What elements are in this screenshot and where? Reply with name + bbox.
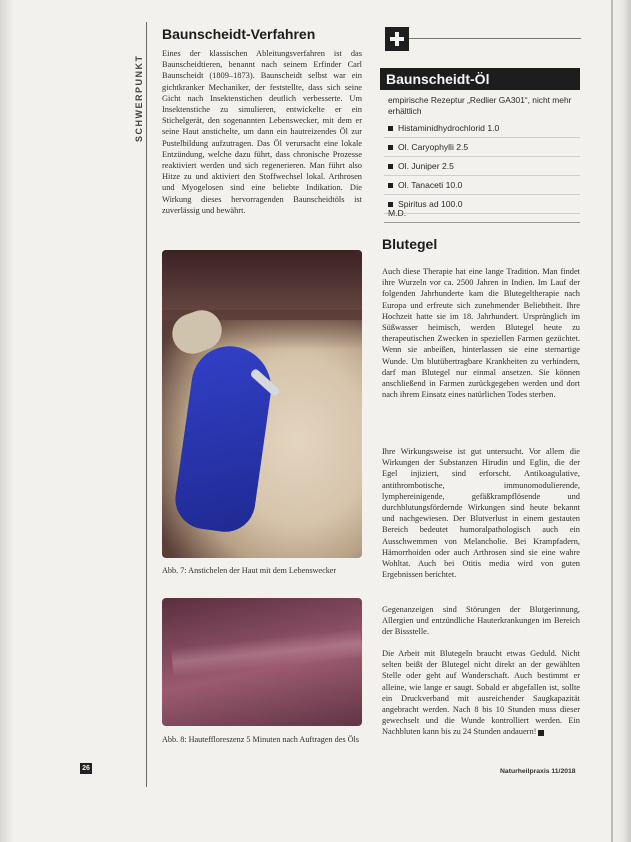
header-rule <box>409 38 581 39</box>
list-item: Histaminidhydrochlorid 1.0 <box>384 119 580 138</box>
page-left-shadow <box>0 0 14 842</box>
page-footer: Naturheilpraxis 11/2018 <box>500 768 576 775</box>
section-title: Baunscheidt-Verfahren <box>162 26 316 42</box>
blutegel-paragraph-4: Die Arbeit mit Blutegeln braucht etwas Geduld. Nicht selten beißt der Blutegel nicht direkt an der gewählten Stelle oder geht auf Wanderschaft. Auch bestimmt er alleine, wie lange er saugt. Sobald er abgefallen ist, sollte ein Druckverband mit ausreichender Saugkapazität angebracht werden. Nach 8 bis 10 Stunden muss dieser gewechselt und die Wunde kontrolliert werden. Ein Nachbluten kann bis zu 24 Stunden andauern! <box>382 649 580 737</box>
intro-paragraph: Eines der klassischen Ableitungsverfahren ist das Baunscheidtieren, benannt nach seinem Erfinder Carl Baunscheidt (1809–1873). Baunscheidt selbst war ein gichtkranker Mechaniker, der feststellte, dass sich seine Gicht nach Insektenstichen deutlich verbesserte. Um Insektenstiche zu simulieren, entwickelte er ein Stichelgerät, den sogenannten Lebenswecker, mit dem er seine Haut anstichelte, um dann ein hautreizendes Öl zur Pustelbildung aufzutragen. Das Öl verursacht eine lokale Entzündung, welche dazu führt, dass chronische Prozesse reaktiviert werden und sich regenerieren. Man führt also Hitze zu und aktiviert den Stoffwechsel lokal. Arthrosen und Myogelosen sind eine beliebte Indikation. Die Wirkung dieses hervorragenden Baunscheidtöls ist zuverlässig und bewährt. <box>162 49 362 215</box>
page-number: 26 <box>80 763 92 774</box>
figure-caption-8: Abb. 8: Hauteffloreszenz 5 Minuten nach Auftragen des Öls <box>162 735 359 744</box>
bullet-icon <box>388 126 393 131</box>
recipe-ingredient-list <box>384 119 580 214</box>
bullet-icon <box>388 145 393 150</box>
end-mark-icon <box>538 730 544 736</box>
section-side-label: SCHWERPUNKT <box>134 54 144 142</box>
blutegel-paragraph-3: Gegenanzeigen sind Störungen der Blutgerinnung, Allergien und entzündliche Hauterkrankungen im Bereich der Bissstelle. <box>382 605 580 637</box>
bullet-icon <box>388 202 393 207</box>
photo-lebenswecker <box>162 250 362 558</box>
list-item: Spiritus ad 100.0 <box>384 195 580 214</box>
page-right-edge <box>611 0 613 842</box>
blutegel-paragraph-1: Auch diese Therapie hat eine lange Tradition. Man findet ihre Wurzeln vor ca. 2500 Jahren in Indien. Im Lauf der folgenden Jahrhunderte kam die Blutegeltherapie nach Europa und erfreute sich zunehmender Beliebtheit. Ihre Hochzeit hatte sie im 18. Jahrhundert. Ursprünglich im Süßwasser heimisch, werden Blutegel heute zu therapeutischen Zwecken in speziellen Farmen gezüchtet. Wenn sie anbeißen, hinterlassen sie eine sternartige Wunde. Um blutübertragbare Krankheiten zu verhindern, darf man Blutegel nur einmal ansetzen. Sie können anschließend in Farmen zurückgegeben werden und dort nach ihrem Einsatz eines natürlichen Todes sterben. <box>382 267 580 400</box>
photo-skin-efflorescence <box>162 598 362 726</box>
gloved-hand <box>172 341 277 535</box>
recipe-title: Baunscheidt-Öl <box>380 68 580 90</box>
list-item: Ol. Juniper 2.5 <box>384 157 580 176</box>
blutegel-paragraph-2: Ihre Wirkungsweise ist gut untersucht. Vor allem die Wirkungen der Substanzen Hirudin und Eglin, die der Egel injiziert, sind erforscht. Antikoagulative, antithrombotische, immunomodulierende, lymphereinigende, gefäßkrampflösende und durchblutungsfördernde Wirkungen sind heute bekannt und nachgewiesen. Der Blutverlust in einem gestauten Bereich bedeutet humoralpathologisch auch ein Ausschwemmen von Melancholie. Bei Krampfadern, Hämorrhoiden oder auch Arthrosen sind sie eine wahre Wohltat. Auch bei Otitis media wird von guten Ergebnissen berichtet. <box>382 447 580 580</box>
list-item: Ol. Tanaceti 10.0 <box>384 176 580 195</box>
recipe-intro: empirische Rezeptur „Redlier GA301“, nicht mehr erhältlich <box>388 95 572 116</box>
recipe-md: M.D. <box>388 208 407 218</box>
list-item: Ol. Caryophylli 2.5 <box>384 138 580 157</box>
bullet-icon <box>388 164 393 169</box>
recipe-rule <box>384 222 580 223</box>
plus-icon <box>385 27 409 51</box>
column-divider <box>146 22 147 787</box>
blutegel-title: Blutegel <box>382 236 438 252</box>
figure-caption-7: Abb. 7: Anstichelen der Haut mit dem Lebenswecker <box>162 566 337 575</box>
bullet-icon <box>388 183 393 188</box>
